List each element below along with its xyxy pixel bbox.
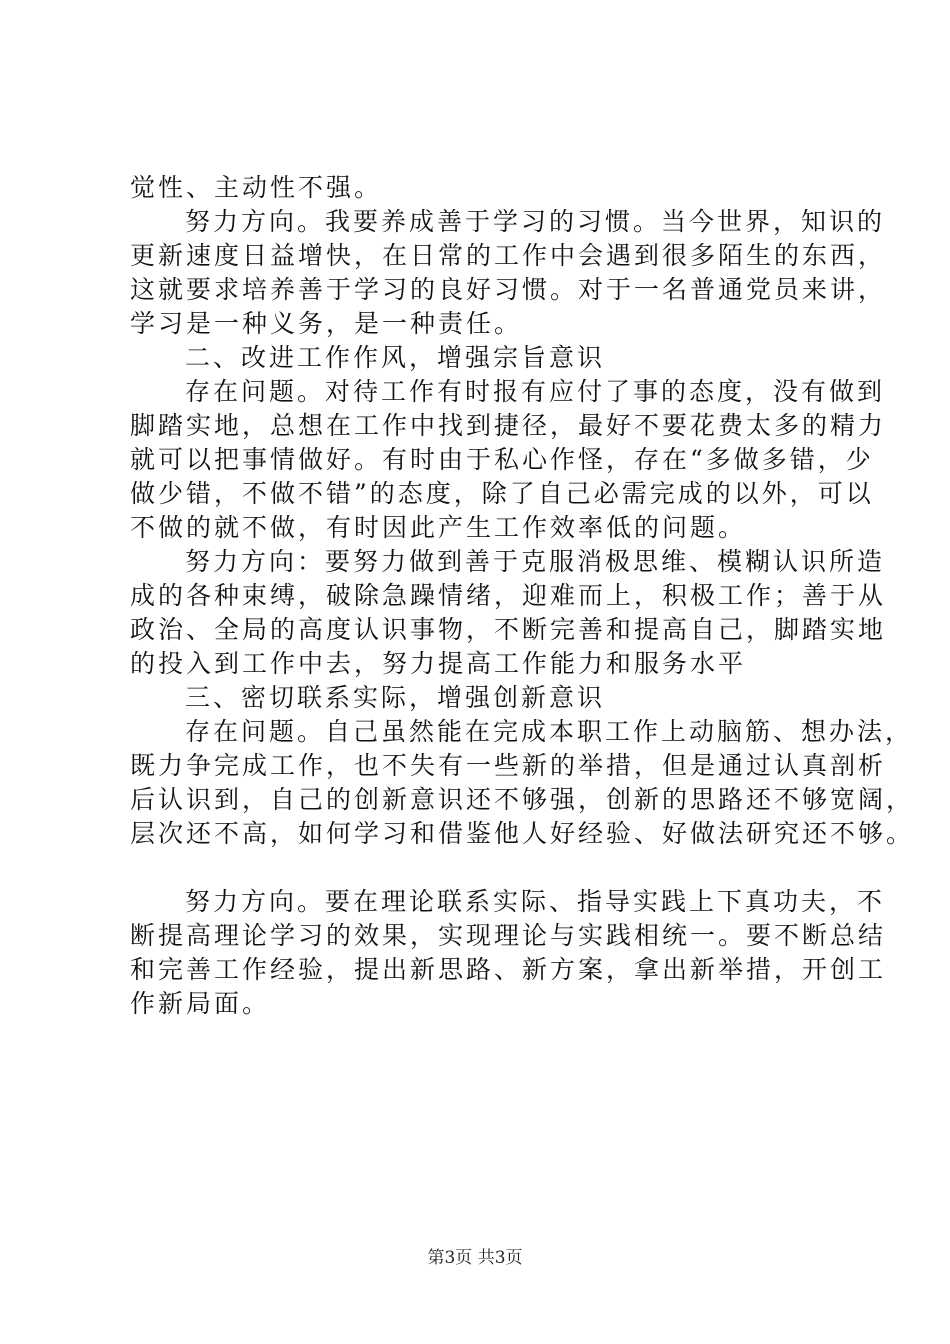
text-line: 努力方向：要努力做到善于克服消极思维、模糊认识所造	[185, 547, 886, 576]
text-line: 这就要求培养善于学习的良好习惯。对于一名普通党员来讲，	[130, 275, 887, 304]
text-line: 断提高理论学习的效果，实现理论与实践相统一。要不断总结	[130, 921, 887, 950]
text-line: 存在问题。自己虽然能在完成本职工作上动脑筋、想办法，	[185, 717, 914, 746]
text-line: 努力方向。要在理论联系实际、指导实践上下真功夫，不	[185, 887, 886, 916]
text-line: 觉性、主动性不强。	[130, 173, 383, 202]
text-line: 后认识到，自己的创新意识还不够强，创新的思路还不够宽阔，	[130, 785, 915, 814]
text-line: 就可以把事情做好。有时由于私心作怪，存在“多做多错，少	[130, 445, 874, 474]
text-line: 和完善工作经验，提出新思路、新方案，拿出新举措，开创工	[130, 955, 887, 984]
text-line: 更新速度日益增快，在日常的工作中会遇到很多陌生的东西，	[130, 241, 887, 270]
text-line: 的投入到工作中去，努力提高工作能力和服务水平	[130, 649, 747, 678]
text-line: 层次还不高，如何学习和借鉴他人好经验、好做法研究还不够。	[130, 819, 915, 848]
text-line: 作新局面。	[130, 989, 271, 1018]
text-line: 存在问题。对待工作有时报有应付了事的态度，没有做到	[185, 377, 886, 406]
blank-line	[130, 851, 842, 885]
text-line: 三、密切联系实际，增强创新意识	[185, 683, 606, 712]
document-body	[130, 171, 915, 1021]
text-line: 既力争完成工作，也不失有一些新的举措，但是通过认真剖析	[130, 751, 887, 780]
text-line: 做少错，不做不错”的态度，除了自己必需完成的以外，可以	[130, 479, 874, 508]
text-line: 不做的就不做，有时因此产生工作效率低的问题。	[130, 513, 747, 542]
text-line: 二、改进工作作风，增强宗旨意识	[185, 343, 606, 372]
text-line: 政治、全局的高度认识事物，不断完善和提高自己，脚踏实地	[130, 615, 887, 644]
page-footer: 第3页 共3页	[427, 1248, 523, 1268]
text-line: 脚踏实地，总想在工作中找到捷径，最好不要花费太多的精力	[130, 411, 887, 440]
text-line: 努力方向。我要养成善于学习的习惯。当今世界，知识的	[185, 207, 886, 236]
text-line: 学习是一种义务，是一种责任。	[130, 309, 523, 338]
text-line: 成的各种束缚，破除急躁情绪，迎难而上，积极工作；善于从	[130, 581, 887, 610]
